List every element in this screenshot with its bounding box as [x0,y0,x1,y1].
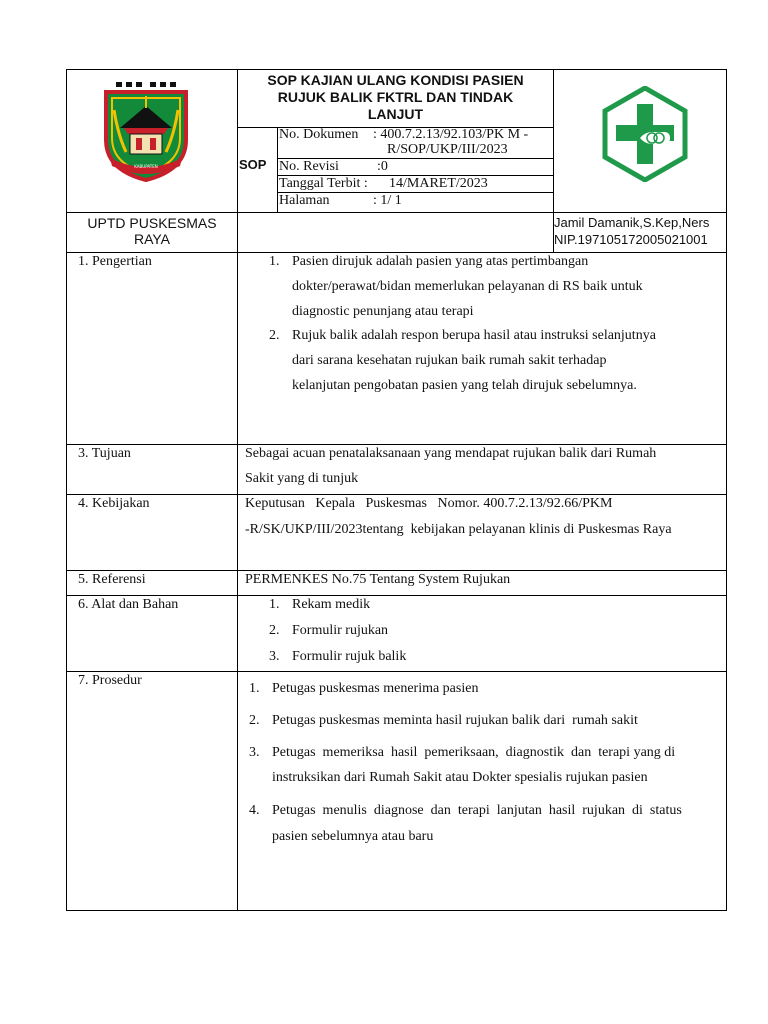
regency-emblem-logo [96,80,196,184]
kebijakan-text: -R/SK/UKP/III/2023tentang kebijakan pelayanan klinis di Puskesmas Raya [245,522,672,537]
tujuan-text: Sakit yang di tunjuk [245,471,359,486]
list-item: Petugas puskesmas meminta hasil rujukan balik dari rumah sakit [272,713,638,728]
list-number: 3. [269,649,280,664]
sop-label: SOP [239,157,267,172]
referensi-text: PERMENKES No.75 Tentang System Rujukan [245,572,511,587]
list-number: 4. [249,803,260,818]
section-label-kebijakan: 4. Kebijakan [78,496,150,511]
issue-date-value: 14/MARET/2023 [389,176,488,191]
doc-number-value: R/SOP/UKP/III/2023 [387,142,508,157]
list-item: pasien sebelumnya atau baru [272,829,434,844]
section-label-prosedur: 7. Prosedur [78,673,142,688]
section-label-pengertian: 1. Pengertian [78,254,152,269]
list-number: 2. [249,713,260,728]
list-item: Petugas menulis diagnose dan terapi lanjutan hasil rujukan di status [272,803,682,818]
list-item: Petugas memeriksa hasil pemeriksaan, diagnostik dan terapi yang di [272,745,676,760]
kebijakan-text: Keputusan Kepala Puskesmas Nomor. 400.7.2.13/92.66/PKM [245,496,613,511]
sop-title-line: SOP KAJIAN ULANG KONDISI PASIEN [267,72,524,88]
revision-value: :0 [377,159,388,174]
list-number: 2. [269,328,280,343]
unit-name [67,215,237,247]
list-item: diagnostic penunjang atau terapi [292,304,474,319]
list-item: Rekam medik [292,597,371,612]
sop-title [238,72,553,123]
doc-number-value: : 400.7.2.13/92.103/PK M - [373,127,529,142]
page-value: : 1/ 1 [373,193,402,208]
sop-title-line: RUJUK BALIK FKTRL DAN TINDAK [277,89,514,105]
list-number: 1. [249,681,260,696]
section-label-tujuan: 3. Tujuan [78,446,131,461]
list-item: Pasien dirujuk adalah pasien yang atas pertimbangan [292,254,589,269]
page-label: Halaman [279,193,330,208]
list-item: Formulir rujuk balik [292,649,407,664]
list-item: Petugas puskesmas menerima pasien [272,681,479,696]
unit-name-line: UPTD PUSKESMAS [87,215,217,231]
signer-nip: NIP.197105172005021001 [554,232,708,247]
svg-text:KABUPATEN: KABUPATEN [134,164,158,169]
list-item: Formulir rujukan [292,623,389,638]
doc-number-label: No. Dokumen [279,127,359,142]
unit-name-line: RAYA [133,231,171,247]
list-item: Rujuk balik adalah respon berupa hasil atau instruksi selanjutnya [292,328,656,343]
revision-label: No. Revisi [279,159,339,174]
list-number: 2. [269,623,280,638]
list-item: dari sarana kesehatan rujukan baik rumah sakit terhadap [292,353,607,368]
puskesmas-logo [602,86,688,182]
list-item: dokter/perawat/bidan memerlukan pelayanan di RS baik untuk [292,279,643,294]
list-number: 1. [269,597,280,612]
section-label-alat: 6. Alat dan Bahan [78,597,179,612]
section-label-referensi: 5. Referensi [78,572,146,587]
list-number: 3. [249,745,260,760]
list-item: kelanjutan pengobatan pasien yang telah dirujuk sebelumnya. [292,378,637,393]
list-number: 1. [269,254,280,269]
sop-title-line: LANJUT [367,106,424,122]
signer-name: Jamil Damanik,S.Kep,Ners [554,215,710,230]
issue-date-label: Tanggal Terbit : [279,176,368,191]
list-item: instruksikan dari Rumah Sakit atau Dokter spesialis rujukan pasien [272,770,648,785]
tujuan-text: Sebagai acuan penatalaksanaan yang mendapat rujukan balik dari Rumah [245,446,657,461]
